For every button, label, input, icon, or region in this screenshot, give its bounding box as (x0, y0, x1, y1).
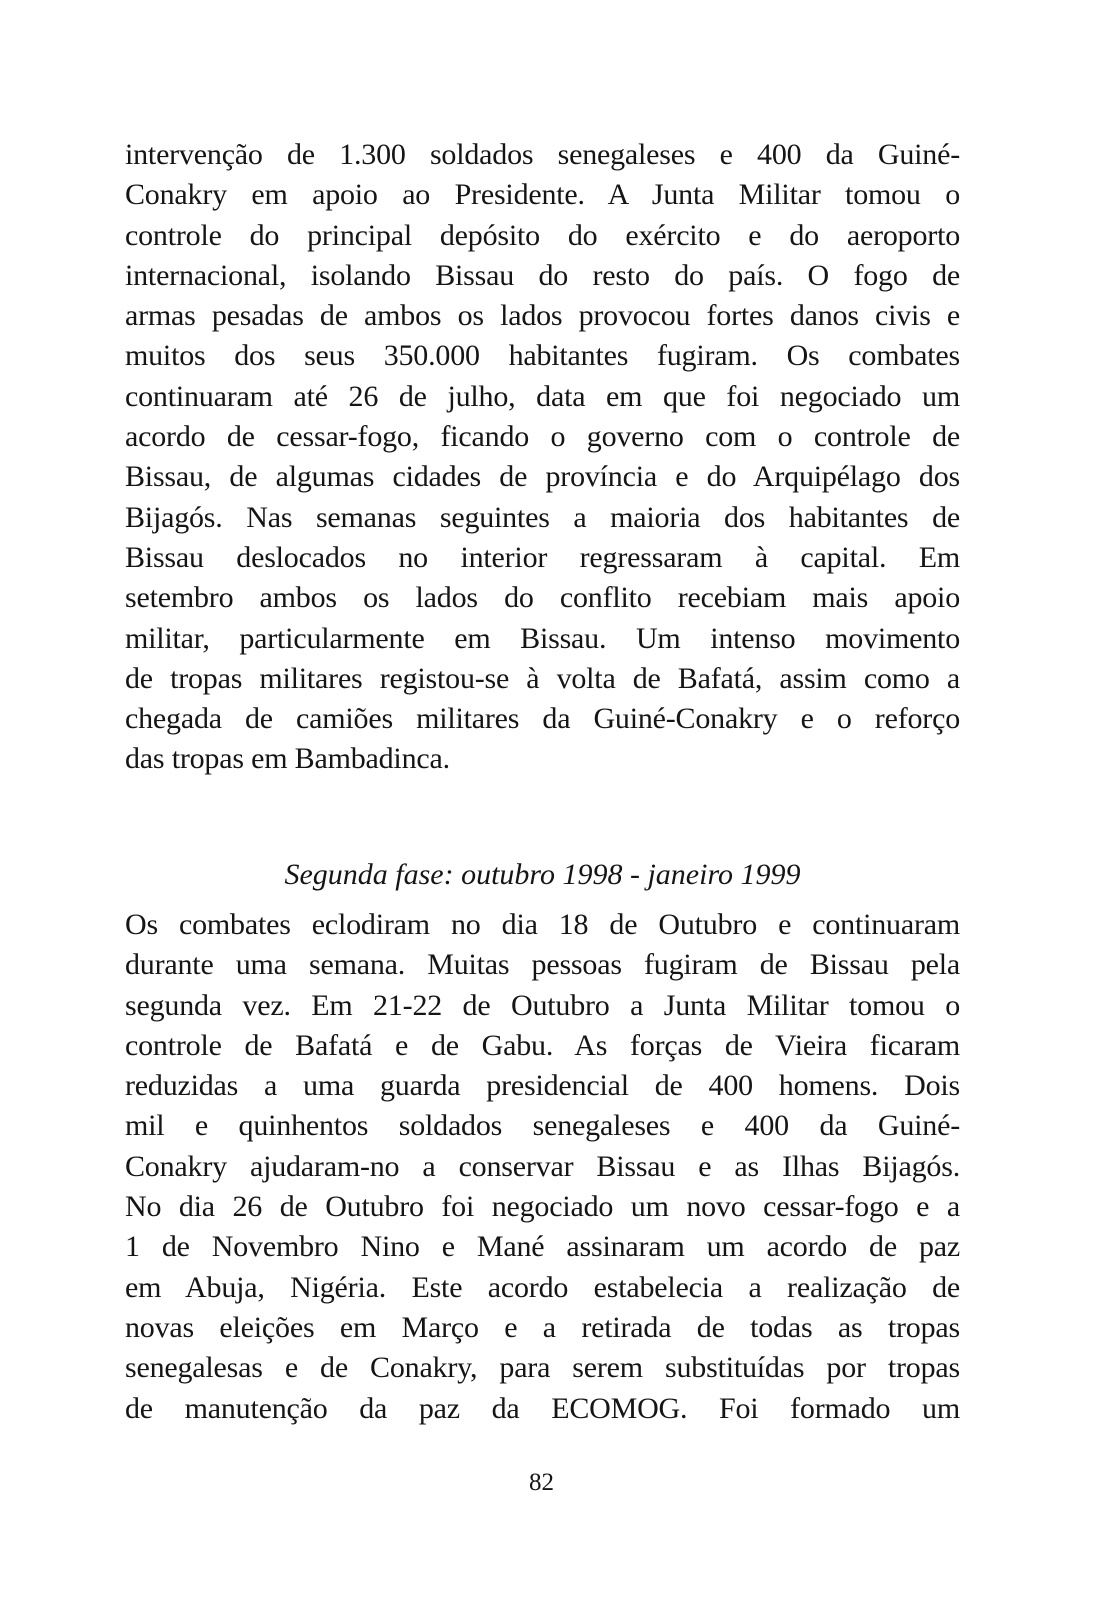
text-line: Bissau, de algumas cidades de província e do Arquipélago dos (125, 460, 960, 494)
text-line: segunda vez. Em 21-22 de Outubro a Junta Militar tomou o (125, 988, 960, 1022)
text-line: armas pesadas de ambos os lados provocou fortes danos civis e (125, 299, 960, 333)
text-line: em Abuja, Nigéria. Este acordo estabelecia a realização de (125, 1270, 960, 1304)
text-line: No dia 26 de Outubro foi negociado um novo cessar-fogo e a (125, 1190, 960, 1224)
text-line: Os combates eclodiram no dia 18 de Outubro e continuaram (125, 908, 960, 941)
text-line: mil e quinhentos soldados senegaleses e 400 da Guiné- (125, 1109, 960, 1143)
text-line: Bijagós. Nas semanas seguintes a maioria dos habitantes de (125, 500, 960, 534)
text-line: Conakry ajudaram-no a conservar Bissau e as Ilhas Bijagós. (125, 1149, 960, 1183)
text-line: reduzidas a uma guarda presidencial de 400 homens. Dois (125, 1069, 960, 1103)
text-line: Bissau deslocados no interior regressaram à capital. Em (125, 540, 960, 574)
paragraph-1 (125, 135, 960, 780)
section-heading: Segunda fase: outubro 1998 - janeiro 1999 (284, 858, 801, 891)
text-line: muitos dos seus 350.000 habitantes fugiram. Os combates (125, 339, 960, 373)
text-line: de tropas militares registou-se à volta de Bafatá, assim como a (125, 661, 960, 695)
text-line: controle do principal depósito do exército e do aeroporto (125, 218, 960, 252)
text-line: 1 de Novembro Nino e Mané assinaram um acordo de paz (125, 1230, 960, 1264)
text-line: controle de Bafatá e de Gabu. As forças de Vieira ficaram (125, 1028, 960, 1062)
text-line: internacional, isolando Bissau do resto do país. O fogo de (125, 258, 960, 292)
text-line: Conakry em apoio ao Presidente. A Junta Militar tomou o (125, 178, 960, 212)
text-line: militar, particularmente em Bissau. Um intenso movimento (125, 621, 960, 655)
text-line: senegalesas e de Conakry, para serem substituídas por tropas (125, 1351, 960, 1385)
text-line: de manutenção da paz da ECOMOG. Foi formado um (125, 1391, 960, 1425)
page-number: 82 (529, 1469, 554, 1496)
text-line: acordo de cessar-fogo, ficando o governo com o controle de (125, 420, 960, 454)
text-line: setembro ambos os lados do conflito recebiam mais apoio (125, 581, 960, 615)
text-line: durante uma semana. Muitas pessoas fugiram de Bissau pela (125, 948, 960, 982)
text-line: das tropas em Bambadinca. (125, 742, 450, 776)
text-line: intervenção de 1.300 soldados senegaleses e 400 da Guiné- (125, 138, 960, 171)
paragraph-2 (125, 905, 960, 1429)
text-line: novas eleições em Março e a retirada de todas as tropas (125, 1310, 960, 1344)
text-line: chegada de camiões militares da Guiné-Conakry e o reforço (125, 702, 960, 736)
text-line: continuaram até 26 de julho, data em que foi negociado um (125, 379, 960, 413)
